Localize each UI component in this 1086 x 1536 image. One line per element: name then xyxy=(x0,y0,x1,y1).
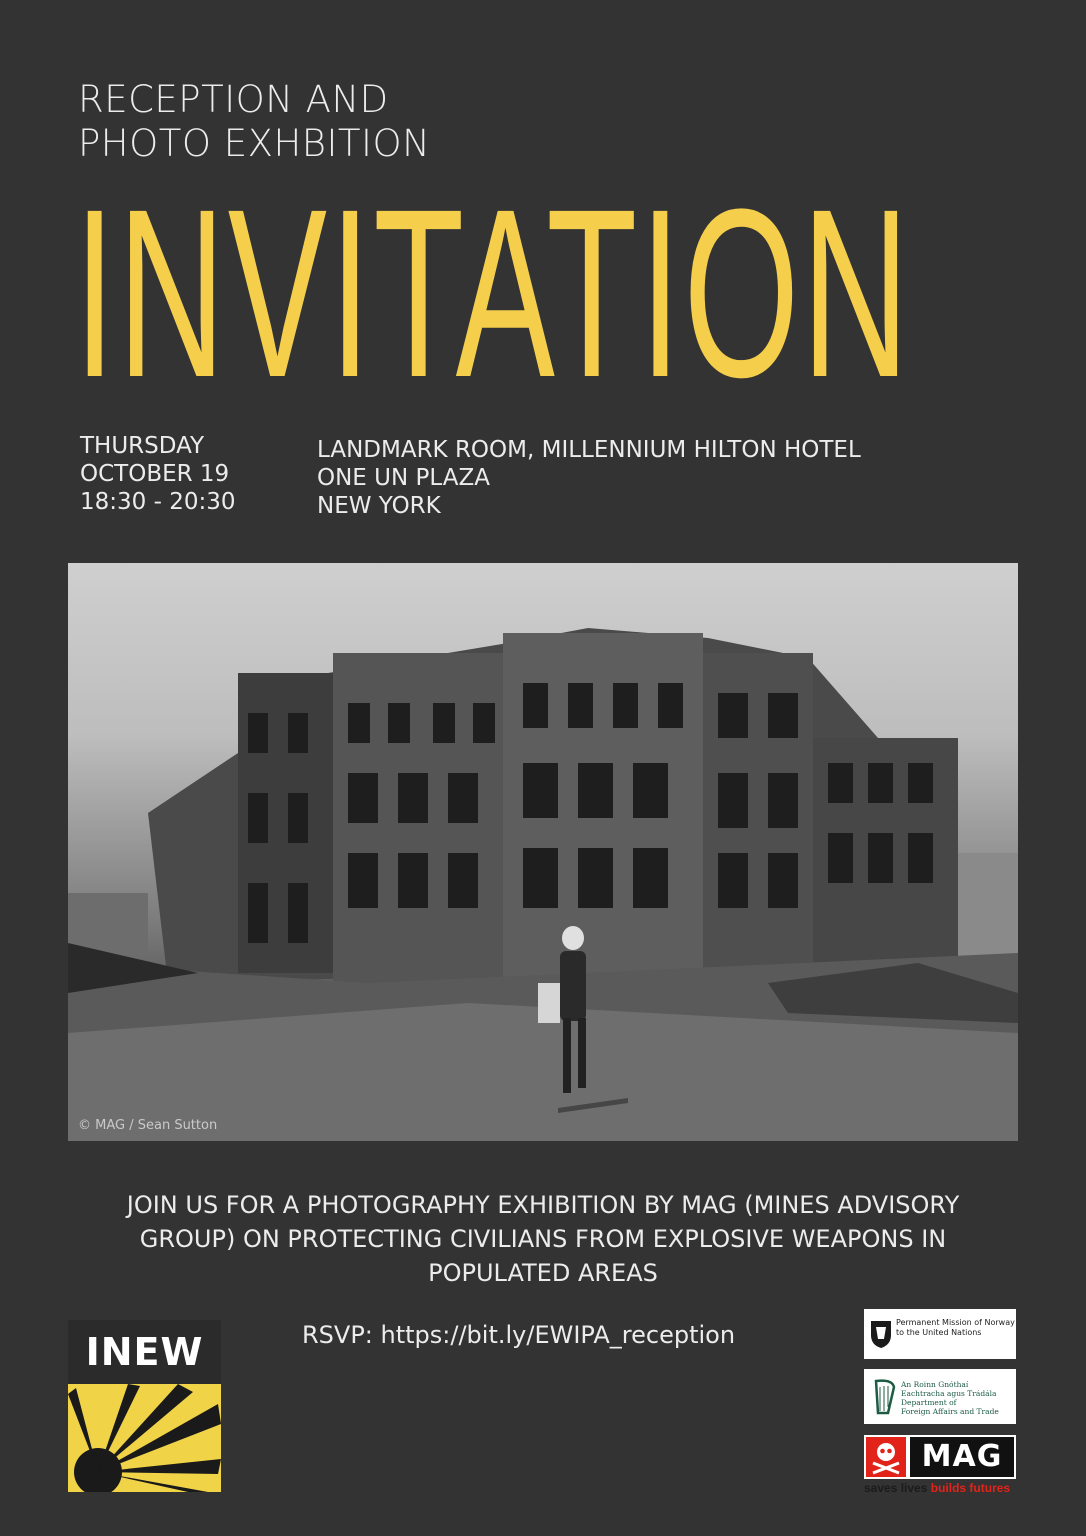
subtitle-line-1: RECEPTION AND xyxy=(78,78,389,121)
venue-line-3: NEW YORK xyxy=(317,493,441,519)
venue-line-1: LANDMARK ROOM, MILLENNIUM HILTON HOTEL xyxy=(317,437,861,463)
exhibition-photo xyxy=(68,563,1018,1141)
ireland-text xyxy=(901,1380,999,1416)
mag-wordmark: MAG xyxy=(910,1437,1014,1477)
norway-coat-of-arms-icon xyxy=(868,1319,894,1349)
rsvp-link[interactable]: RSVP: https://bit.ly/EWIPA_reception xyxy=(302,1321,736,1349)
ireland-line-1: An Roinn Gnóthaí xyxy=(901,1380,969,1389)
description-line-1: JOIN US FOR A PHOTOGRAPHY EXHIBITION BY MAG (MINES ADVISORY xyxy=(126,1191,960,1219)
ireland-line-3: Department of xyxy=(901,1398,957,1407)
description-line-2: GROUP) ON PROTECTING CIVILIANS FROM EXPLOSIVE WEAPONS IN xyxy=(139,1225,947,1253)
harp-icon xyxy=(870,1377,898,1417)
norway-line-2: to the United Nations xyxy=(896,1328,982,1337)
event-time: 18:30 - 20:30 xyxy=(80,489,236,515)
invitation-headline: INVITATION xyxy=(74,159,912,427)
mag-logo xyxy=(864,1435,1016,1497)
description-line-3: POPULATED AREAS xyxy=(428,1259,658,1287)
event-day: THURSDAY xyxy=(80,433,205,459)
ireland-line-4: Foreign Affairs and Trade xyxy=(901,1407,999,1416)
event-subtitle xyxy=(78,78,430,166)
event-venue xyxy=(317,436,861,520)
mag-tagline-part-2: builds futures xyxy=(930,1481,1011,1495)
norway-mission-logo xyxy=(864,1309,1016,1359)
norway-text xyxy=(896,1318,1015,1338)
inew-logo xyxy=(68,1320,221,1492)
explosion-icon xyxy=(68,1384,221,1492)
mag-tagline xyxy=(864,1481,1010,1495)
event-datetime xyxy=(80,432,236,516)
photo-credit: © MAG / Sean Sutton xyxy=(78,1118,218,1133)
ireland-line-2: Eachtracha agus Trádála xyxy=(901,1389,997,1398)
destroyed-building-illustration xyxy=(68,563,1018,1141)
subtitle-line-2: PHOTO EXHBITION xyxy=(78,122,431,165)
ireland-dfa-logo xyxy=(864,1369,1016,1424)
mag-tagline-part-1: saves lives xyxy=(864,1481,928,1495)
inew-wordmark: INEW xyxy=(68,1320,221,1384)
exhibition-description xyxy=(60,1188,1026,1290)
mag-logo-bar xyxy=(864,1435,1016,1479)
venue-line-2: ONE UN PLAZA xyxy=(317,465,490,491)
event-date: OCTOBER 19 xyxy=(80,461,230,487)
norway-line-1: Permanent Mission of Norway xyxy=(896,1318,1015,1327)
skull-crossbones-icon xyxy=(866,1437,906,1477)
